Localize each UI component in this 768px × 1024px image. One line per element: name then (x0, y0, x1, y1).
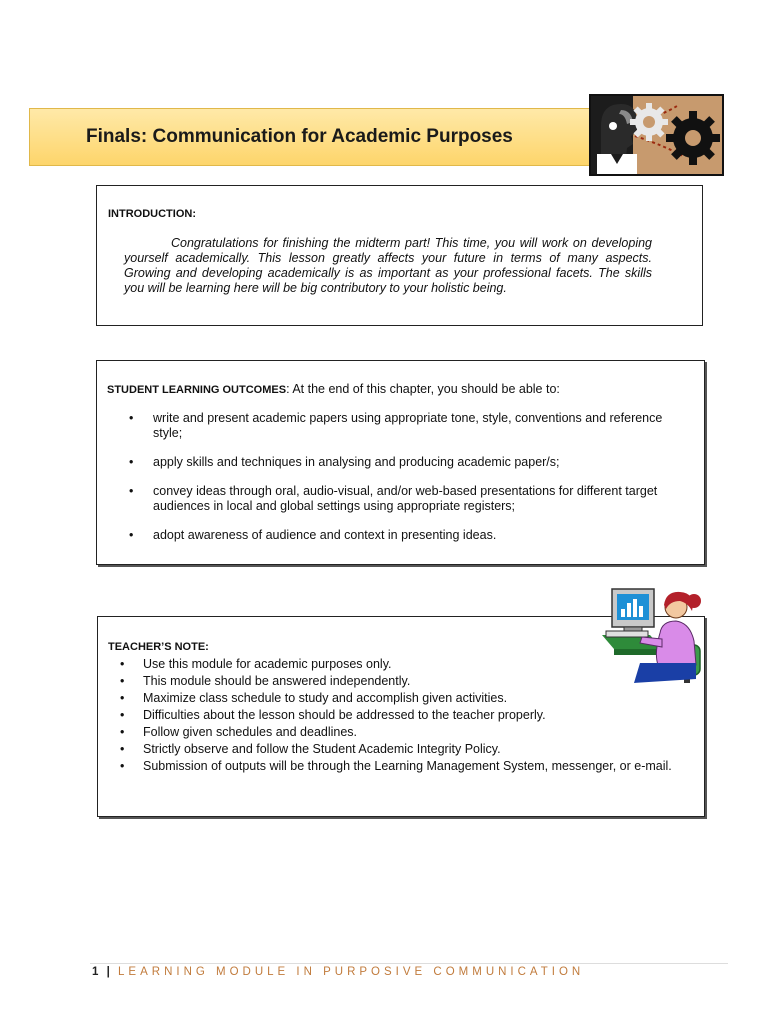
list-item (107, 484, 692, 514)
teachers-note-label: TEACHER’S NOTE: (108, 641, 209, 653)
bullet-icon: • (120, 657, 125, 671)
bullet-icon: • (120, 691, 125, 705)
woman-at-computer-icon (600, 583, 708, 685)
list-item-text: adopt awareness of audience and context in presenting ideas. (153, 528, 497, 542)
list-item-text: Use this module for academic purposes only. (143, 657, 392, 671)
bullet-icon: • (120, 725, 125, 739)
bullet-icon: • (129, 484, 134, 498)
introduction-body: Congratulations for finishing the midterm part! This time, you will work on developing yourself academically. This lesson greatly affects your future in terms of many aspects. Growing and developing academically is as important as your professional facets. The skills you will be learning here will be big contributory to your holistic being. (124, 236, 652, 295)
learning-outcomes-heading (107, 382, 560, 396)
list-item (107, 455, 692, 470)
bullet-icon: • (129, 455, 134, 469)
footer-module-title: LEARNING MODULE IN PURPOSIVE COMMUNICATION (118, 966, 585, 978)
page-number: 1 (92, 966, 100, 978)
list-item (108, 724, 693, 741)
head-gears-icon (589, 94, 724, 176)
list-item-text: Follow given schedules and deadlines. (143, 725, 358, 739)
bullet-icon: • (129, 528, 134, 542)
list-item (108, 758, 693, 775)
learning-outcomes-label: STUDENT LEARNING OUTCOMES (107, 384, 287, 396)
list-item (108, 741, 693, 758)
bullet-icon: • (120, 759, 125, 773)
learning-outcomes-list (107, 411, 692, 557)
introduction-box (96, 185, 703, 326)
page-title: Finals: Communication for Academic Purposes (86, 126, 513, 147)
footer-separator: | (106, 966, 111, 978)
learning-outcomes-lead: : At the end of this chapter, you should be able to: (286, 382, 560, 396)
bullet-icon: • (120, 742, 125, 756)
learning-outcomes-box (96, 360, 705, 565)
introduction-label: INTRODUCTION: (108, 208, 196, 220)
footer-divider (90, 963, 728, 964)
page-footer (92, 966, 584, 978)
list-item-text: apply skills and techniques in analysing and producing academic paper/s; (153, 455, 560, 469)
list-item-text: This module should be answered independently. (143, 674, 411, 688)
bullet-icon: • (120, 708, 125, 722)
list-item (108, 690, 693, 707)
list-item-text: write and present academic papers using appropriate tone, style, conventions and reference style; (153, 411, 663, 440)
list-item-text: Submission of outputs will be through the Learning Management System, messenger, or e-mail. (143, 759, 672, 773)
bullet-icon: • (120, 674, 125, 688)
list-item-text: convey ideas through oral, audio-visual, and/or web-based presentations for different target audiences in local and global settings using appropriate registers; (153, 484, 658, 513)
list-item-text: Maximize class schedule to study and accomplish given activities. (143, 691, 508, 705)
list-item (107, 411, 692, 441)
list-item (108, 707, 693, 724)
list-item (107, 528, 692, 543)
bullet-icon: • (129, 411, 134, 425)
list-item-text: Strictly observe and follow the Student Academic Integrity Policy. (143, 742, 501, 756)
title-banner (29, 108, 595, 166)
list-item-text: Difficulties about the lesson should be addressed to the teacher properly. (143, 708, 546, 722)
